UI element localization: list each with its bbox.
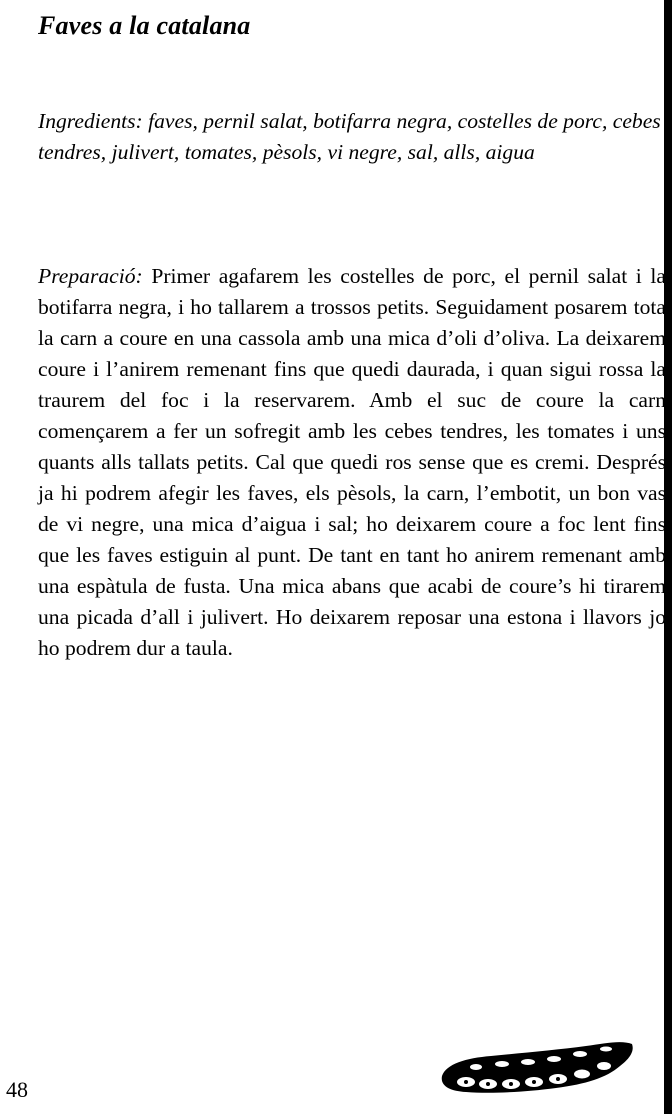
preparation-label: Preparació: <box>38 264 143 288</box>
preparation-text: Primer agafarem les costelles de porc, el pernil salat i la botifarra negra, i ho tallarem a trossos petits. Seguidament posarem tota la carn a coure en una cassola amb una mica d’oli d’oliva. La deixarem coure i l’anirem remenant fins que quedi daurada, i quan sigui rossa la traurem del foc i la reservarem. Amb el suc de coure la carn començarem a fer un sofregit amb les cebes tendres, les tomates i uns quants alls tallats petits. Cal que quedi ros sense que es cremi. Després ja hi podrem afegir les faves, els pèsols, la carn, l’embotit, un bon vas de vi negre, una mica d’aigua i sal; ho deixarem coure a foc lent fins que les faves estiguin al punt. De tant en tant ho anirem remenant amb una espàtula de fusta. Una mica abans que acabi de coure’s hi tirarem una picada d’all i julivert. Ho deixarem reposar una estona i llavors jo ho podrem dur a taula. <box>38 264 666 660</box>
bean-pod-icon <box>436 1034 636 1096</box>
page-number: 48 <box>6 1077 28 1102</box>
preparation-paragraph <box>38 261 666 664</box>
recipe-title: Faves a la catalana <box>38 11 251 40</box>
ingredients-paragraph: Ingredients: faves, pernil salat, botifarra negra, costelles de porc, cebes tendres, julivert, tomates, pèsols, vi negre, sal, alls, aigua <box>38 109 661 164</box>
